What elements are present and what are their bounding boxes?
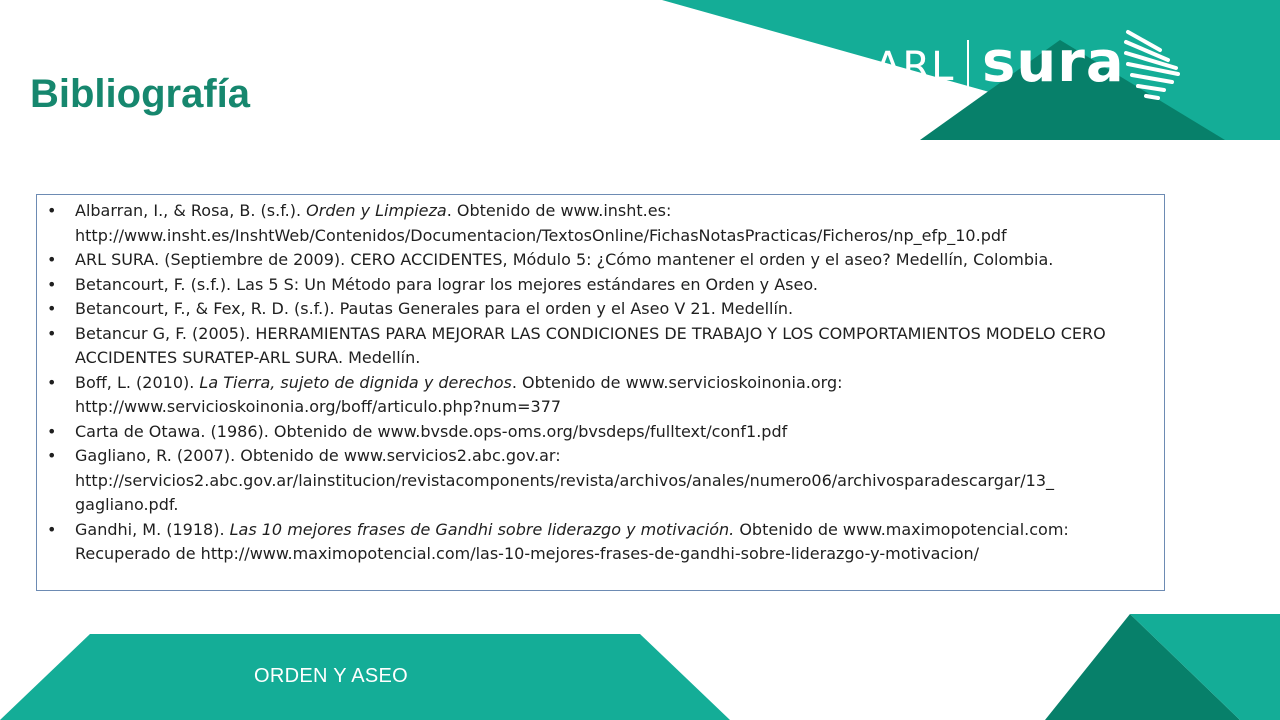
sura-wing-icon xyxy=(1120,28,1182,104)
reference-item xyxy=(75,199,1144,248)
reference-item xyxy=(75,297,1144,322)
reference-text: Carta de Otawa. (1986). Obtenido de www.bvsde.ops-oms.org/bvsdeps/fulltext/conf1.pdf xyxy=(75,421,788,441)
reference-text: Boff, L. (2010). xyxy=(75,372,200,392)
logo-sura-text: sura xyxy=(982,30,1125,95)
reference-item xyxy=(75,248,1144,273)
reference-text: Betancur G, F. (2005). HERRAMIENTAS PARA MEJORAR LAS CONDICIONES DE TRABAJO Y LOS COMPORTAMIENTOS MODELO CERO ACCIDENTES SURATEP-ARL SURA. Medellín. xyxy=(75,323,1106,367)
reference-text: Gagliano, R. (2007). Obtenido de www.servicios2.abc.gov.ar: http://servicios2.abc.gov.ar/lainstitucion/revistacomponents/revista/archivos/anales/numero06/archivosparadescargar/13_ gagliano.pdf. xyxy=(75,446,1055,514)
page-title: Bibliografía xyxy=(30,72,251,116)
reference-item xyxy=(75,371,1144,420)
arl-sura-logo xyxy=(870,28,1190,108)
reference-list xyxy=(75,199,1144,567)
logo-arl-text: ARL xyxy=(874,44,955,90)
reference-text: Betancourt, F. (s.f.). Las 5 S: Un Método para lograr los mejores estándares en Orden y Aseo. xyxy=(75,274,818,294)
reference-item xyxy=(75,444,1144,518)
reference-item xyxy=(75,518,1144,567)
reference-item xyxy=(75,273,1144,298)
bibliography-box xyxy=(36,194,1165,591)
reference-title: Orden y Limpieza xyxy=(306,201,447,220)
reference-source: . Obtenido de www.insht.es: http://www.insht.es/InshtWeb/Contenidos/Documentacion/TextosOnline/FichasNotasPracticas/Ficheros/np_efp_10.pdf xyxy=(75,201,1007,245)
reference-title: La Tierra, sujeto de dignida y derechos xyxy=(199,372,512,392)
reference-source: . Obtenido de www.servicioskoinonia.org: http://www.servicioskoinonia.org/boff/articulo.php?num=377 xyxy=(75,372,843,416)
logo-separator xyxy=(967,40,969,94)
reference-title: Las 10 mejores frases de Gandhi sobre liderazgo y motivación. xyxy=(229,519,735,539)
reference-text: Albarran, I., & Rosa, B. (s.f.). xyxy=(75,201,307,220)
reference-text: Gandhi, M. (1918). xyxy=(75,519,230,539)
reference-item xyxy=(75,420,1144,445)
reference-text: Betancourt, F., & Fex, R. D. (s.f.). Pautas Generales para el orden y el Aseo V 21. Medellín. xyxy=(75,299,794,318)
footer-label: ORDEN Y ASEO xyxy=(254,665,409,687)
reference-item xyxy=(75,322,1144,371)
reference-text: ARL SURA. (Septiembre de 2009). CERO ACCIDENTES, Módulo 5: ¿Cómo mantener el orden y el aseo? Medellín, Colombia. xyxy=(75,250,1054,269)
reference-source: Obtenido de www.maximopotencial.com: Recuperado de http://www.maximopotencial.com/las-10-mejores-frases-de-gandhi-sobre-liderazgo-y-motivacion/ xyxy=(75,519,1069,563)
